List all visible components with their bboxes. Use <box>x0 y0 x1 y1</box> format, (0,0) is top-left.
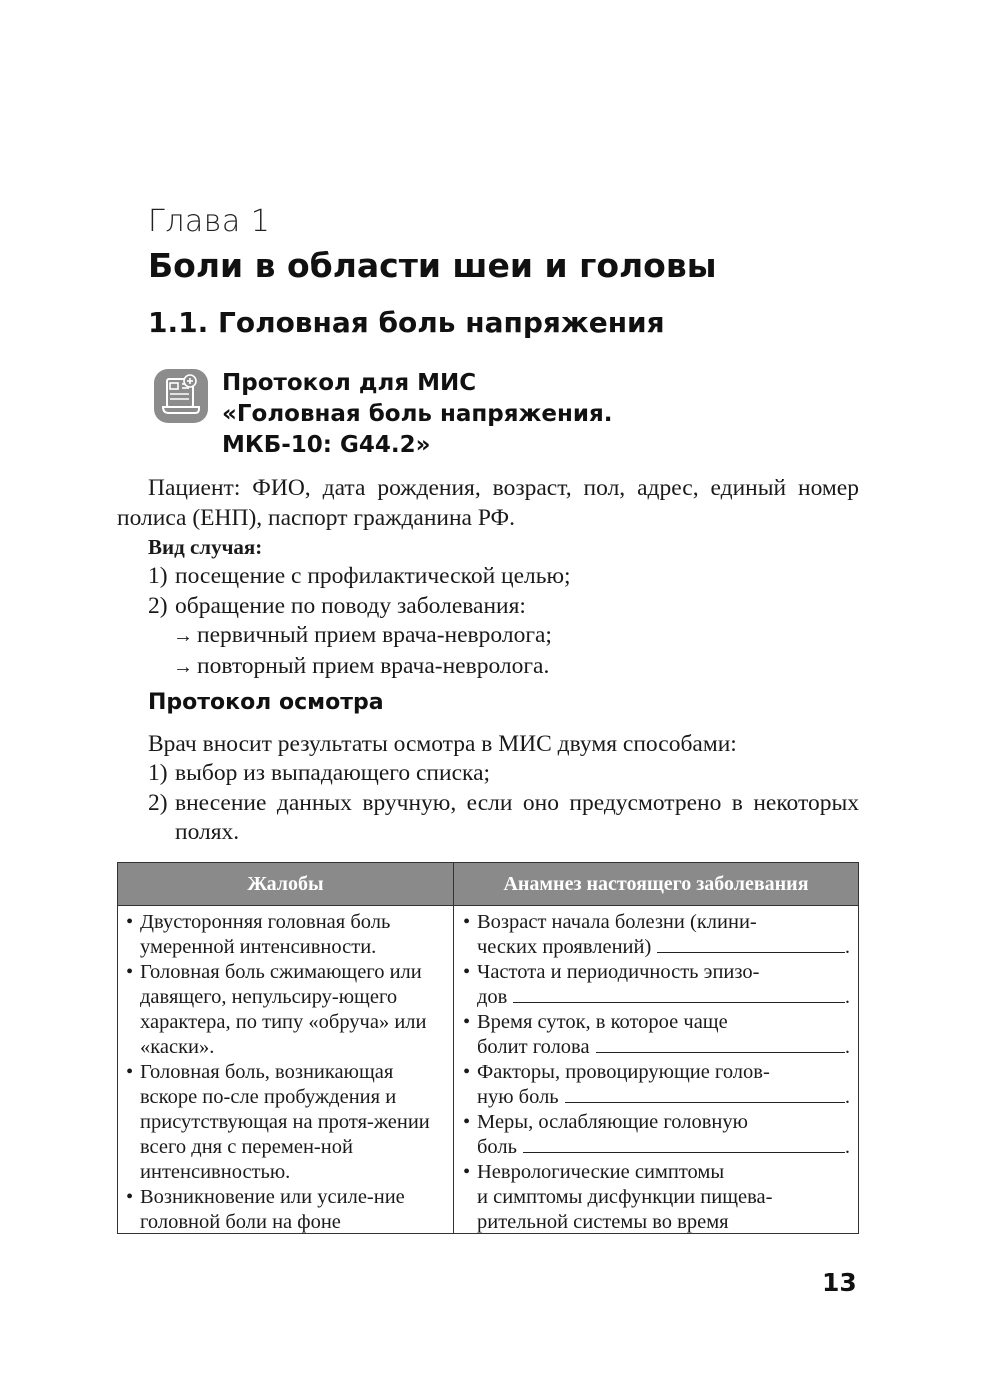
anamnesis-text <box>477 1010 850 1060</box>
table-header-row <box>118 863 858 906</box>
patient-paragraph: Пациент: ФИО, дата рождения, возраст, пол, адрес, единый номер полиса (ЕНП), паспорт гражданина РФ. <box>117 475 859 531</box>
case-type-label: Вид случая: <box>148 535 263 559</box>
arrow-icon: → <box>173 625 193 647</box>
table-body-row <box>118 906 858 1234</box>
bullet-icon: • <box>463 961 471 983</box>
fill-in-blank[interactable] <box>565 1085 845 1103</box>
complaint-text: Двусторонняя головная боль умеренной интенсивности. <box>140 911 391 958</box>
complaint-text: Головная боль сжимающего или давящего, непульсиру-ющего характера, по типу «обруча» или «каски». <box>140 961 427 1058</box>
sub-list-text: первичный прием врача-невролога; <box>197 622 552 648</box>
complaints-cell <box>118 906 454 1234</box>
protocol-heading-line-2: «Головная боль напряжения. <box>222 401 613 427</box>
list-text: посещение с профилактической целью; <box>175 563 571 589</box>
anamnesis-line-text: Возраст начала болезни (клини- <box>477 911 757 933</box>
anamnesis-line <box>477 960 850 985</box>
chapter-title: Боли в области шеи и головы <box>148 246 717 285</box>
anamnesis-text <box>477 960 850 1010</box>
bullet-icon: • <box>463 911 471 933</box>
bullet-icon: • <box>463 1061 471 1083</box>
line-end-period: . <box>844 936 850 958</box>
protocol-heading <box>222 368 613 461</box>
complaint-item <box>126 1185 447 1234</box>
anamnesis-line <box>477 935 850 960</box>
bullet-icon: • <box>126 1061 134 1083</box>
anamnesis-text <box>477 1110 850 1160</box>
bullet-icon: • <box>463 1011 471 1033</box>
anamnesis-item <box>463 1110 850 1160</box>
anamnesis-line-text: ческих проявлений) <box>477 936 652 958</box>
anamnesis-item <box>463 910 850 960</box>
medical-document-icon <box>153 368 209 424</box>
list-text: внесение данных вручную, если оно предусмотрено в некоторых полях. <box>175 789 859 845</box>
anamnesis-item <box>463 1060 850 1110</box>
anamnesis-text <box>477 1060 850 1110</box>
anamnesis-line-text: рительной системы во время <box>477 1211 729 1233</box>
list-item <box>148 592 859 622</box>
anamnesis-line <box>477 1210 850 1234</box>
arrow-icon: → <box>173 655 193 678</box>
anamnesis-line <box>477 985 850 1010</box>
fill-in-blank[interactable] <box>523 1135 845 1153</box>
anamnesis-item <box>463 1010 850 1060</box>
sub-list-item <box>148 621 859 652</box>
complaint-item <box>126 1060 447 1185</box>
bullet-icon: • <box>463 1161 471 1183</box>
anamnesis-line <box>477 910 850 935</box>
list-number: 2) <box>148 592 168 619</box>
page-number: 13 <box>822 1268 857 1297</box>
exam-heading: Протокол осмотра <box>148 690 384 715</box>
line-end-period: . <box>844 1136 850 1158</box>
complaint-item <box>126 960 447 1060</box>
anamnesis-line <box>477 1010 850 1035</box>
anamnesis-line-text: ную боль <box>477 1086 559 1108</box>
anamnesis-line-text: Время суток, в которое чаще <box>477 1011 728 1033</box>
bullet-icon: • <box>126 961 134 983</box>
sub-list-item <box>148 652 859 683</box>
anamnesis-line-text: Частота и периодичность эпизо- <box>477 961 760 983</box>
fill-in-blank[interactable] <box>596 1035 845 1053</box>
list-item <box>148 759 859 789</box>
list-number: 2) <box>148 789 168 816</box>
chapter-label: Глава 1 <box>148 204 271 239</box>
anamnesis-line-text: болит голова <box>477 1036 590 1058</box>
bullet-icon: • <box>126 1186 134 1208</box>
section-title: 1.1. Головная боль напряжения <box>148 306 665 339</box>
list-item <box>148 789 859 848</box>
anamnesis-line <box>477 1035 850 1060</box>
anamnesis-line-text: Меры, ослабляющие головную <box>477 1111 748 1133</box>
protocol-heading-line-3: МКБ-10: G44.2» <box>222 432 431 458</box>
list-number: 1) <box>148 760 168 786</box>
complaint-text: Головная боль, возникающая вскоре по-сле пробуждения и присутствующая на протя-жении всего дня с перемен-ной интенсивностью. <box>140 1061 430 1183</box>
anamnesis-item <box>463 1160 850 1234</box>
anamnesis-text <box>477 910 850 960</box>
anamnesis-line <box>477 1185 850 1210</box>
anamnesis-line <box>477 1085 850 1110</box>
complaint-text: Возникновение или усиле-ние головной боли на фоне <box>140 1186 405 1233</box>
complaint-item <box>126 910 447 960</box>
anamnesis-line-text: боль <box>477 1136 517 1158</box>
anamnesis-line-text: Факторы, провоцирующие голов- <box>477 1061 770 1083</box>
anamnesis-line <box>477 1135 850 1160</box>
table-header-anamnesis: Анамнез настоящего заболевания <box>503 872 809 895</box>
list-number: 1) <box>148 563 168 589</box>
protocol-heading-line-1: Протокол для МИС <box>222 370 477 396</box>
anamnesis-line-text: Неврологические симптомы <box>477 1161 725 1183</box>
line-end-period: . <box>844 1086 850 1108</box>
fill-in-blank[interactable] <box>657 935 845 953</box>
anamnesis-line-text: и симптомы дисфункции пищева- <box>477 1186 773 1208</box>
anamnesis-line <box>477 1160 850 1185</box>
anamnesis-text <box>477 1160 850 1234</box>
anamnesis-line-text: дов <box>477 986 508 1008</box>
list-item <box>148 562 859 592</box>
list-text: обращение по поводу заболевания: <box>175 592 526 619</box>
exam-list <box>148 759 859 848</box>
bullet-icon: • <box>126 911 134 933</box>
case-type-list <box>148 562 859 682</box>
bullet-icon: • <box>463 1111 471 1133</box>
line-end-period: . <box>844 986 850 1008</box>
list-text: выбор из выпадающего списка; <box>175 760 491 786</box>
fill-in-blank[interactable] <box>513 985 845 1003</box>
anamnesis-cell <box>454 906 858 1234</box>
anamnesis-line <box>477 1060 850 1085</box>
anamnesis-line <box>477 1110 850 1135</box>
line-end-period: . <box>844 1036 850 1058</box>
sub-list-text: повторный прием врача-невролога. <box>197 652 550 679</box>
table-header-complaints: Жалобы <box>118 863 454 905</box>
exam-intro: Врач вносит результаты осмотра в МИС двумя способами: <box>148 731 737 757</box>
anamnesis-item <box>463 960 850 1010</box>
anamnesis-table <box>117 862 859 1234</box>
